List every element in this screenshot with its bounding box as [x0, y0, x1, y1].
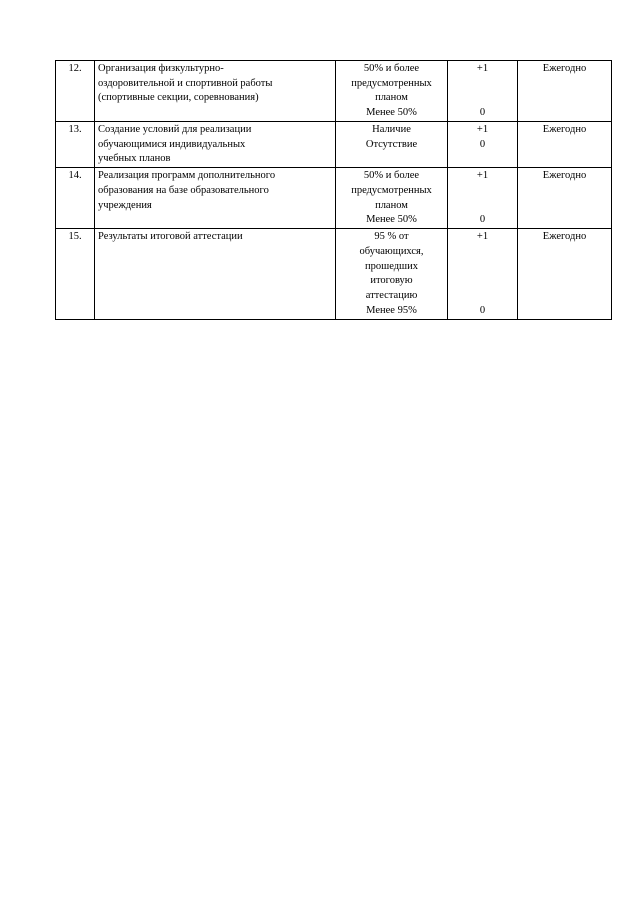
- table-row: [56, 168, 612, 229]
- period-cell: Ежегодно: [518, 168, 612, 229]
- criteria-line: аттестацию: [365, 289, 418, 301]
- row-number: 12.: [56, 61, 95, 122]
- criteria-line: Менее 50%: [366, 214, 417, 226]
- criteria-line: 95 % от: [374, 231, 409, 243]
- period-cell: Ежегодно: [518, 122, 612, 168]
- indicator-name: [95, 168, 336, 229]
- points-value: +1: [476, 63, 489, 74]
- points-value: 0: [479, 213, 486, 225]
- indicator-name: [95, 229, 336, 320]
- criteria-line: планом: [375, 199, 408, 211]
- row-number: 13.: [56, 122, 95, 168]
- indicator-name-line: оздоровительной и спортивной работы: [98, 77, 273, 89]
- indicator-name: [95, 61, 336, 122]
- points-cell: [448, 61, 518, 122]
- row-number: 14.: [56, 168, 95, 229]
- criteria-line: Менее 50%: [366, 107, 417, 119]
- period-cell: Ежегодно: [518, 229, 612, 320]
- criteria-cell: [336, 61, 448, 122]
- points-cell: [448, 229, 518, 320]
- row-number: 15.: [56, 229, 95, 320]
- indicator-name-line: образования на базе образовательного: [98, 184, 269, 196]
- criteria-line: прошедших: [364, 260, 419, 272]
- criteria-line: Менее 95%: [366, 304, 417, 316]
- indicator-name-line: Результаты итоговой аттестации: [98, 231, 243, 243]
- points-cell: [448, 168, 518, 229]
- criteria-cell: [336, 168, 448, 229]
- criteria-cell: [336, 229, 448, 320]
- indicator-name-line: учебных планов: [98, 153, 171, 165]
- criteria-line: 50% и более: [363, 63, 420, 74]
- criteria-line: предусмотренных: [351, 77, 432, 89]
- indicator-name-line: обучающимися индивидуальных: [98, 138, 246, 150]
- criteria-line: предусмотренных: [351, 184, 432, 196]
- period-cell: Ежегодно: [518, 61, 612, 122]
- indicator-name-line: Реализация программ дополнительного: [98, 170, 276, 182]
- indicator-name: [95, 122, 336, 168]
- points-value: +1: [476, 124, 489, 135]
- points-value: +1: [476, 231, 489, 243]
- criteria-line: итоговую: [370, 275, 413, 287]
- points-value: 0: [479, 138, 486, 150]
- indicator-name-line: Создание условий для реализации: [98, 124, 252, 135]
- points-value: 0: [479, 106, 486, 118]
- indicator-name-line: (спортивные секции, соревнования): [98, 92, 259, 104]
- criteria-cell: [336, 122, 448, 168]
- criteria-line: планом: [375, 92, 408, 104]
- table-row: [56, 61, 612, 122]
- points-cell: [448, 122, 518, 168]
- criteria-line: Наличие: [372, 124, 411, 135]
- criteria-line: 50% и более: [363, 170, 420, 182]
- table-row: [56, 122, 612, 168]
- points-value: +1: [476, 170, 489, 182]
- table-row: [56, 229, 612, 320]
- indicator-name-line: учреждения: [98, 199, 152, 211]
- criteria-line: обучающихся,: [359, 245, 424, 257]
- points-value: 0: [479, 304, 486, 316]
- criteria-table: [55, 60, 612, 320]
- criteria-line: Отсутствие: [365, 138, 418, 150]
- indicator-name-line: Организация физкультурно-: [98, 63, 224, 74]
